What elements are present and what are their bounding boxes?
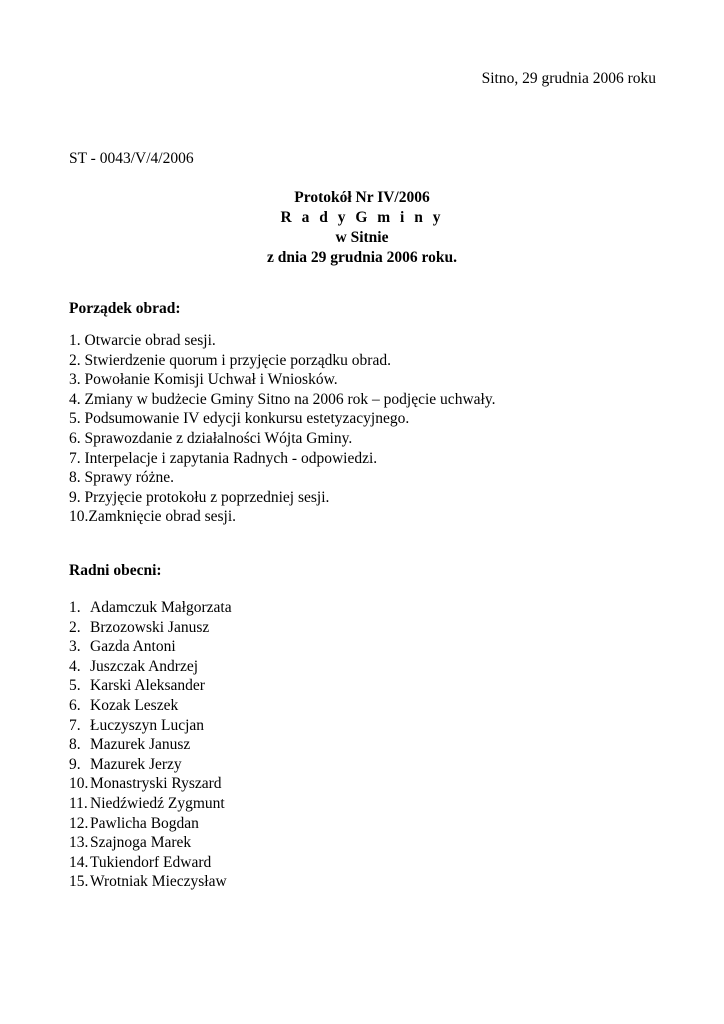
agenda-item: 6. Sprawozdanie z działalności Wójta Gminy.	[69, 429, 353, 447]
member-item	[69, 833, 232, 853]
title-block	[0, 188, 724, 268]
member-number: 6.	[69, 696, 81, 714]
member-name: Karski Aleksander	[90, 677, 205, 695]
agenda-item: 1. Otwarcie obrad sesji.	[69, 332, 216, 349]
agenda-item: 5. Podsumowanie IV edycji konkursu estetyzacyjnego.	[69, 410, 410, 428]
member-item	[69, 814, 232, 834]
member-name: Pawlicha Bogdan	[90, 814, 199, 832]
agenda-list	[69, 331, 495, 527]
member-number: 3.	[69, 638, 81, 656]
member-item	[69, 774, 232, 794]
member-number: 8.	[69, 736, 81, 754]
member-item	[69, 598, 232, 618]
members-heading: Radni obecni:	[69, 562, 162, 579]
agenda-item: 2. Stwierdzenie quorum i przyjęcie porządku obrad.	[69, 351, 391, 369]
member-name: Tukiendorf Edward	[90, 853, 212, 871]
member-name: Juszczak Andrzej	[90, 657, 199, 675]
member-name: Adamczuk Małgorzata	[90, 599, 232, 616]
member-number: 10.	[69, 775, 89, 793]
member-name: Mazurek Jerzy	[90, 755, 182, 773]
member-item	[69, 872, 232, 892]
member-number: 4.	[69, 657, 81, 675]
member-item	[69, 735, 232, 755]
member-number: 5.	[69, 677, 81, 695]
member-item	[69, 657, 232, 677]
member-item	[69, 696, 232, 716]
document-reference: ST - 0043/V/4/2006	[69, 150, 194, 167]
member-name: Brzozowski Janusz	[90, 618, 210, 636]
member-name: Mazurek Janusz	[90, 736, 191, 754]
member-number: 12.	[69, 814, 89, 832]
place-date: Sitno, 29 grudnia 2006 roku	[481, 70, 656, 87]
member-name: Łuczyszyn Lucjan	[90, 716, 205, 734]
member-item	[69, 755, 232, 775]
title-line-council: R a d y G m i n y	[280, 209, 444, 226]
agenda-item: 8. Sprawy różne.	[69, 469, 175, 487]
member-name: Monastryski Ryszard	[90, 775, 222, 793]
member-number: 9.	[69, 755, 81, 773]
member-number: 1.	[69, 599, 81, 616]
agenda-item: 7. Interpelacje i zapytania Radnych - odpowiedzi.	[69, 449, 378, 467]
member-name: Wrotniak Mieczysław	[90, 873, 227, 891]
member-number: 7.	[69, 716, 81, 734]
member-name: Gazda Antoni	[90, 638, 176, 656]
member-number: 15.	[69, 873, 89, 891]
member-name: Niedźwiedź Zygmunt	[90, 794, 225, 812]
member-item	[69, 637, 232, 657]
title-line-protocol: Protokół Nr IV/2006	[294, 189, 430, 206]
member-number: 14.	[69, 853, 89, 871]
agenda-heading: Porządek obrad:	[69, 300, 181, 317]
agenda-item: 3. Powołanie Komisji Uchwał i Wniosków.	[69, 371, 338, 389]
member-item	[69, 618, 232, 638]
member-item	[69, 676, 232, 696]
members-list	[69, 598, 232, 892]
member-item	[69, 853, 232, 873]
title-line-date: z dnia 29 grudnia 2006 roku.	[266, 249, 458, 266]
agenda-item: 10.Zamknięcie obrad sesji.	[69, 508, 237, 526]
member-item	[69, 716, 232, 736]
member-name: Szajnoga Marek	[90, 834, 192, 852]
title-line-location: w Sitnie	[335, 229, 389, 246]
member-number: 13.	[69, 834, 89, 852]
member-name: Kozak Leszek	[90, 696, 179, 714]
agenda-item: 4. Zmiany w budżecie Gminy Sitno na 2006 rok – podjęcie uchwały.	[69, 390, 496, 408]
member-item	[69, 794, 232, 814]
agenda-item: 9. Przyjęcie protokołu z poprzedniej sesji.	[69, 488, 330, 506]
member-number: 2.	[69, 618, 81, 636]
member-number: 11.	[69, 794, 88, 812]
